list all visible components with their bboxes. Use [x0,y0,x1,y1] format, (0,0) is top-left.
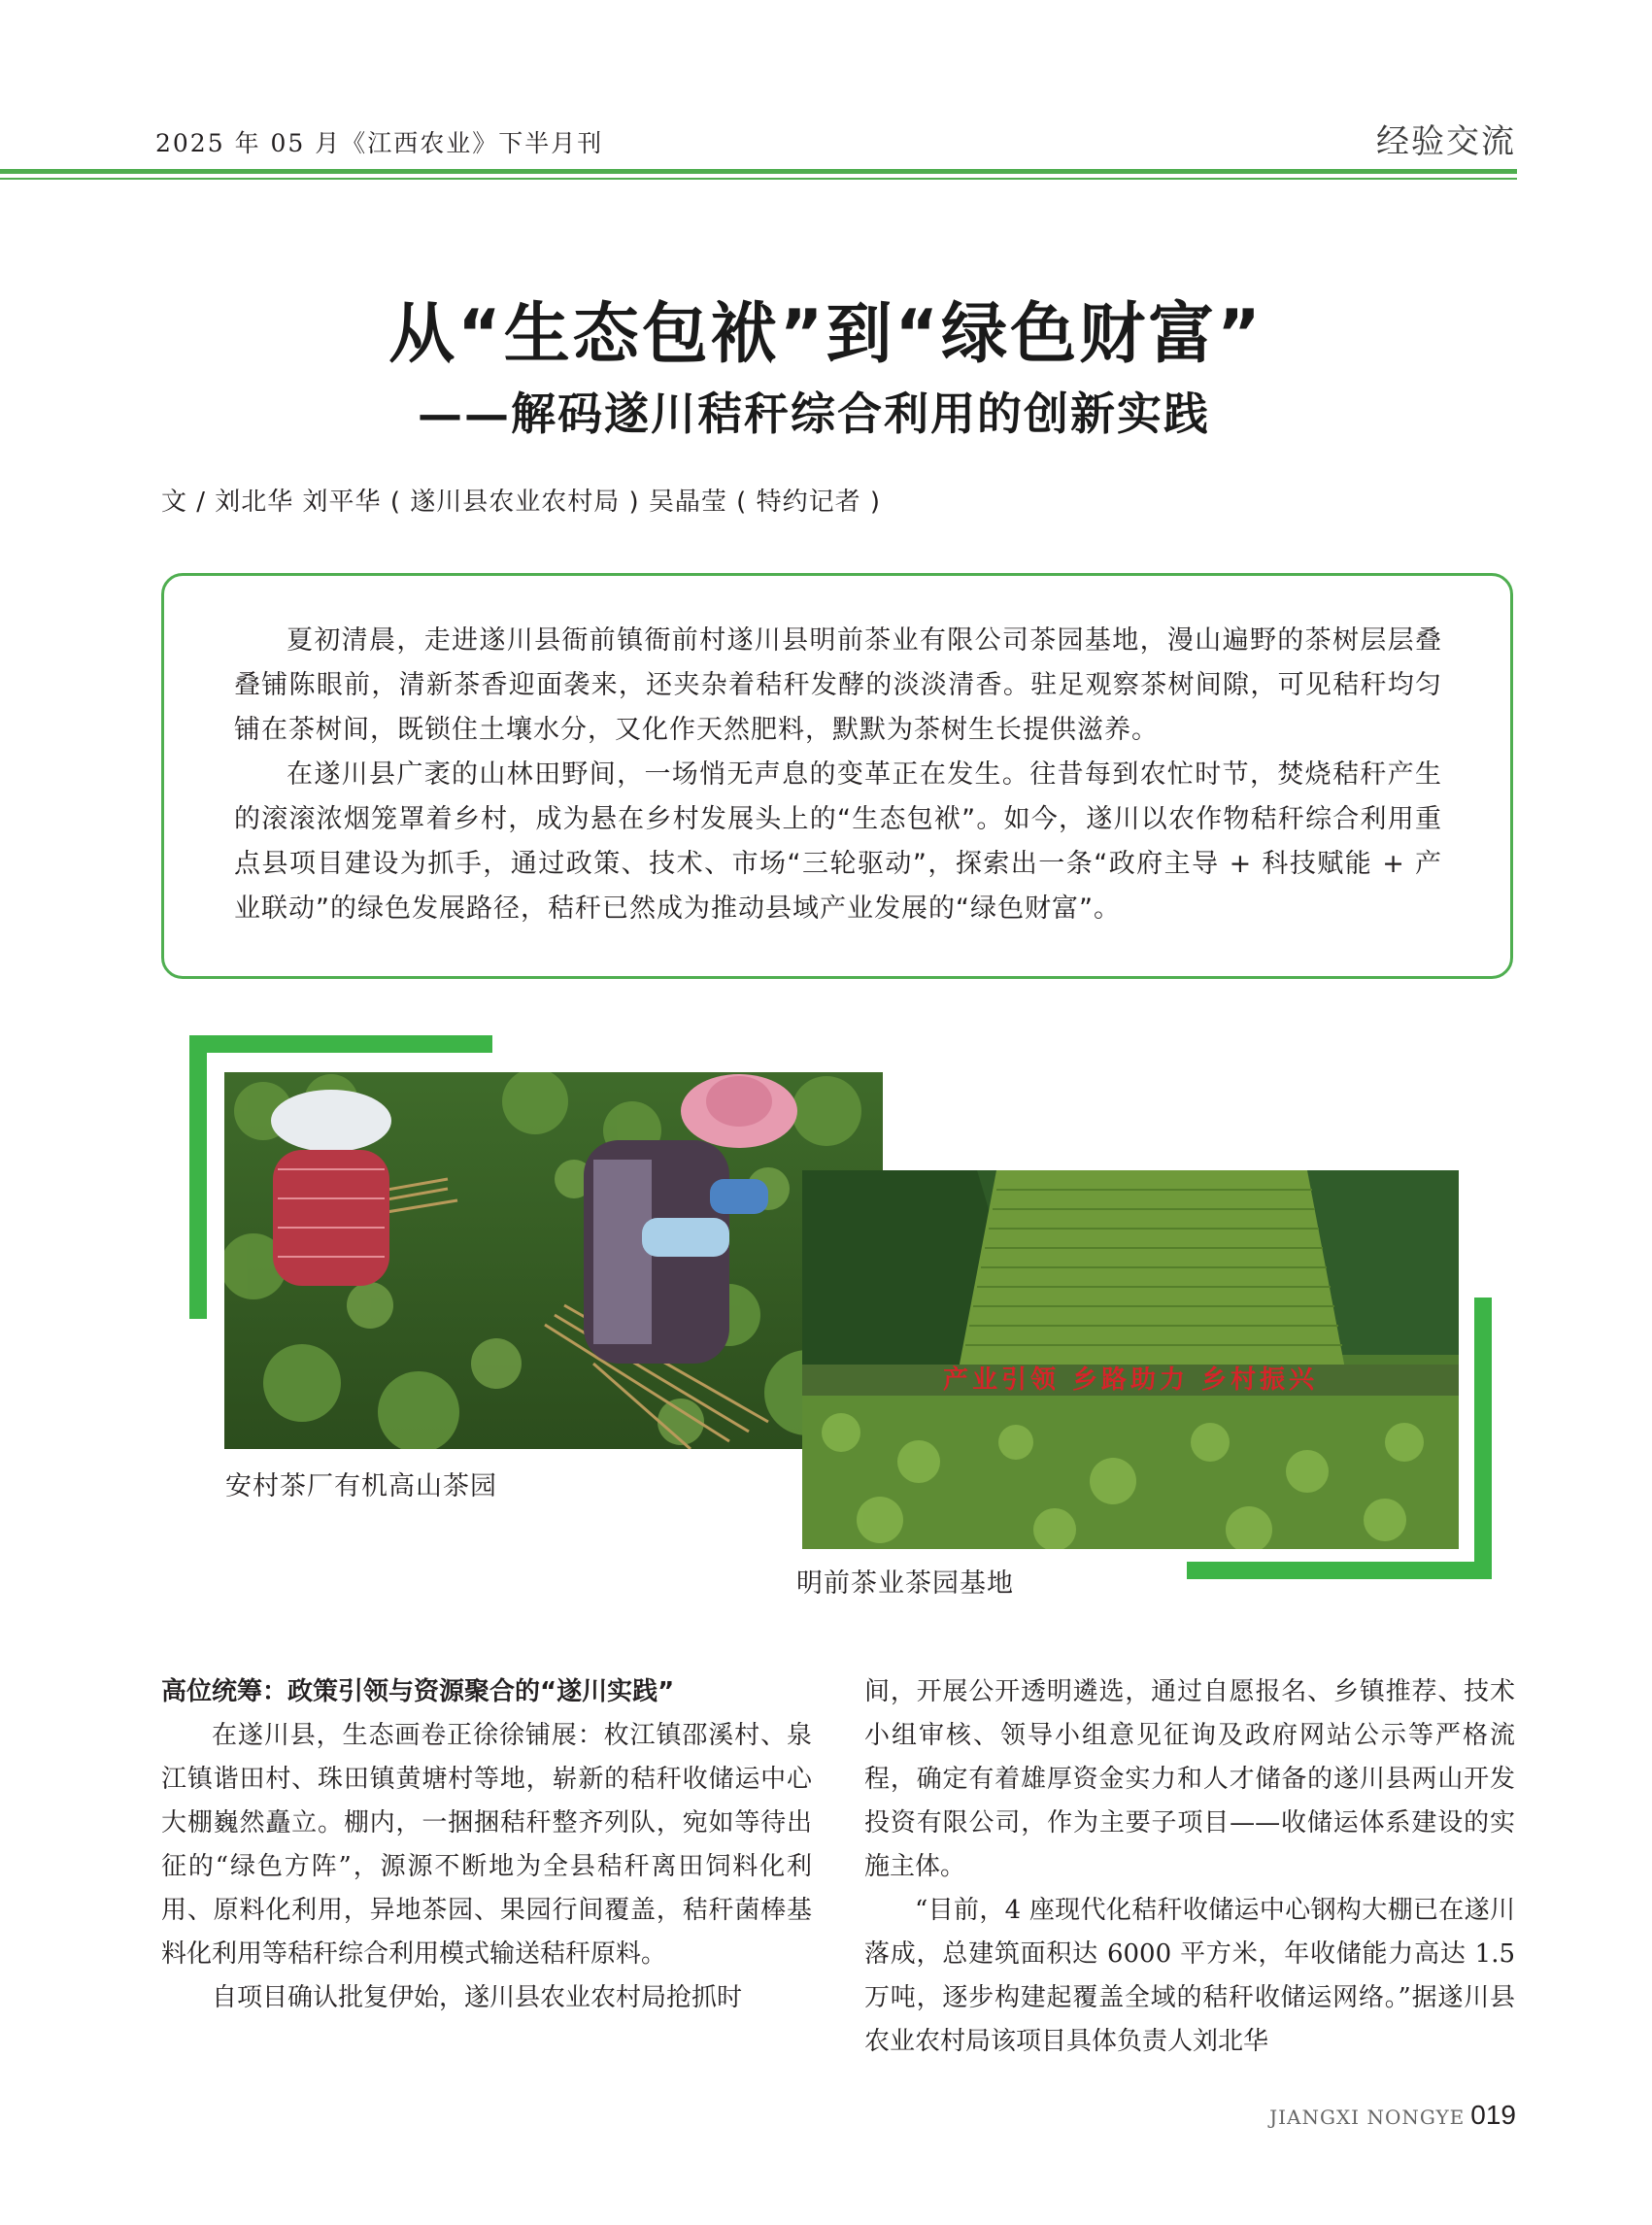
body-paragraph-3: 间，开展公开透明遴选，通过自愿报名、乡镇推荐、技术小组审核、领导小组意见征询及政府网站公示等严格流程，确定有着雄厚资金实力和人才储备的遂川县两山开发投资有限公司，作为主要子项目——收储运体系建设的实施主体。 [864,1677,1515,1881]
header-rule [0,169,1517,174]
article-title: 从“生态包袱”到“绿色财富” [388,296,1264,373]
body-paragraph-2: 自项目确认批复伊始，遂川县农业农村局抢抓时 [212,1983,743,2012]
issue-line: 2025 年 05 月《江西农业》下半月刊 [155,129,604,157]
article-subtitle: ——解码遂川秸秆综合利用的创新实践 [418,388,1210,440]
section-heading: 高位统筹：政策引领与资源聚合的“遂川实践” [161,1677,675,1706]
intro-box [161,573,1513,979]
page-number: 019 [1470,2100,1516,2130]
tea-garden-illustration [802,1170,1459,1549]
header-rule-thin [0,178,1517,180]
body-column-right [864,1670,1515,2064]
body-paragraph-1: 在遂川县，生态画卷正徐徐铺展：枚江镇邵溪村、泉江镇谐田村、珠田镇黄塘村等地，崭新的秸秆收储运中心大棚巍然矗立。棚内，一捆捆秸秆整齐列队，宛如等待出征的“绿色方阵”，源源不断地为全县秸秆离田饲料化利用、原料化利用，异地茶园、果园行间覆盖，秸秆菌棒基料化利用等秸秆综合利用模式输送秸秆原料。 [161,1721,812,1969]
section-label: 经验交流 [1376,122,1516,161]
page-footer [1269,2100,1516,2131]
magazine-name: JIANGXI NONGYE [1269,2106,1466,2129]
byline: 文 / 刘北华 刘平华 ( 遂川县农业农村局 ) 吴晶莹 ( 特约记者 ) [161,488,881,517]
left-photo-caption: 安村茶厂有机高山茶园 [225,1471,497,1501]
photo-frame-right [1474,1298,1492,1579]
photo-frame-top [189,1035,492,1053]
photo-frame-left [189,1035,207,1319]
tea-pickers-photo [224,1072,883,1449]
right-photo-caption: 明前茶业茶园基地 [796,1568,1014,1599]
photo-frame-bottom [1187,1562,1492,1579]
garden-sign-text: 产业引领 乡路助力 乡村振兴 [942,1365,1319,1395]
body-paragraph-4: “目前，4 座现代化秸秆收储运中心钢构大棚已在遂川落成，总建筑面积达 6000 平方米，年收储能力高达 1.5 万吨，逐步构建起覆盖全域的秸秆收储运网络。”据遂川县农业农村局该项目具体负责人刘北华 [864,1896,1515,2056]
intro-paragraph-1: 夏初清晨，走进遂川县衙前镇衙前村遂川县明前茶业有限公司茶园基地，漫山遍野的茶树层层叠叠铺陈眼前，清新茶香迎面袭来，还夹杂着秸秆发酵的淡淡清香。驻足观察茶树间隙，可见秸秆均匀铺在茶树间，既锁住土壤水分，又化作天然肥料，默默为茶树生长提供滋养。 [234,625,1442,745]
body-column-left [161,1670,812,2020]
intro-paragraph-2: 在遂川县广袤的山林田野间，一场悄无声息的变革正在发生。往昔每到农忙时节，焚烧秸秆产生的滚滚浓烟笼罩着乡村，成为悬在乡村发展头上的“生态包袱”。如今，遂川以农作物秸秆综合利用重点县项目建设为抓手，通过政策、技术、市场“三轮驱动”，探索出一条“政府主导 + 科技赋能 + 产业联动”的绿色发展路径，秸秆已然成为推动县域产业发展的“绿色财富”。 [234,759,1442,924]
tea-garden-photo [802,1170,1459,1549]
tea-pickers-illustration [224,1072,883,1449]
